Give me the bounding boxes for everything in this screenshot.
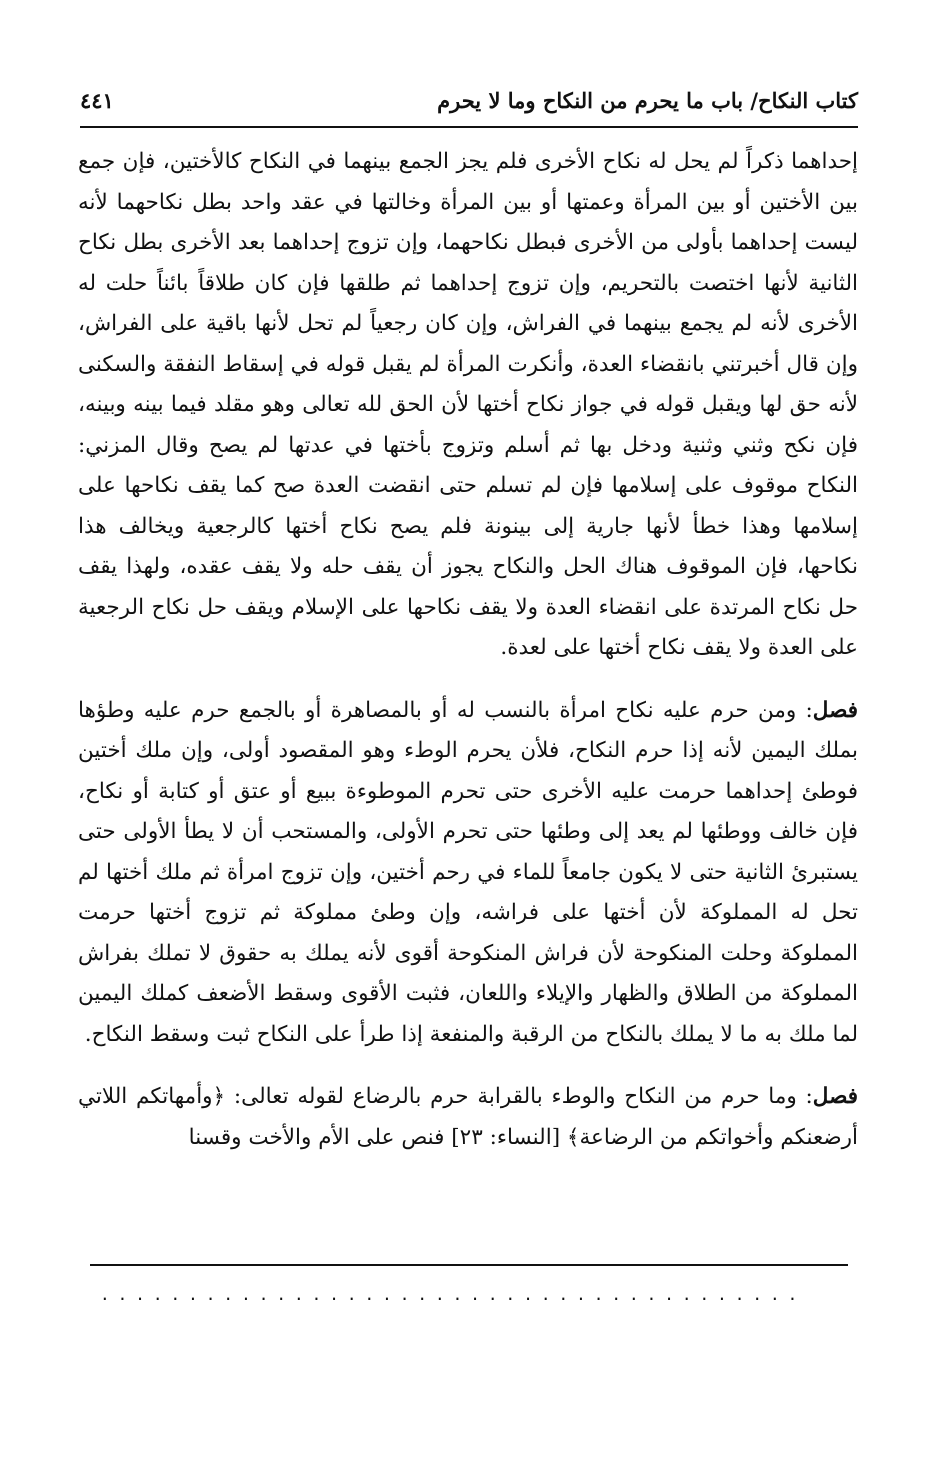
footnote-dotted-line: ........................................ bbox=[100, 1285, 806, 1304]
page-number: ٤٤١ bbox=[80, 88, 114, 113]
header-rule bbox=[80, 126, 858, 128]
paragraph-1 bbox=[78, 142, 858, 669]
page-header bbox=[80, 86, 858, 120]
footnote-rule bbox=[90, 1264, 848, 1266]
paragraph-3 bbox=[78, 1077, 858, 1158]
running-title: كتاب النكاح/ باب ما يحرم من النكاح وما لا يحرم bbox=[437, 88, 858, 113]
section-label: فصل bbox=[812, 1084, 858, 1109]
main-text bbox=[78, 142, 858, 1158]
section-label: فصل bbox=[812, 697, 858, 723]
paragraph-2 bbox=[78, 691, 858, 1056]
paragraph-2-text: : ومن حرم عليه نكاح امرأة بالنسب له أو بالمصاهرة أو بالجمع حرم عليه وطؤها بملك اليمين لأنه إذا حرم النكاح، فلأن يحرم الوطء وهو المقصود أولى، وإن ملك أختين فوطئ إحداهما حرمت عليه الأخرى حتى تحرم الموطوءة ببيع أو عتق أو كتابة أو نكاح، فإن خالف ووطئها لم يعد إلى وطئها حتى تحرم الأولى، والمستحب أن لا يطأ الأولى حتى يستبرئ الثانية حتى لا يكون جامعاً للماء في رحم أختين، وإن تزوج امرأة ثم ملك أختها لم تحل له المملوكة لأن أختها على فراشه، وإن وطئ مملوكة ثم تزوج أختها حرمت المملوكة وحلت المنكوحة لأن فراش المنكوحة أقوى لأنه يملك به حقوق لا تملك بفراش المملوكة من الطلاق والظهار والإيلاء واللعان، فثبت الأقوى وسقط الأضعف كملك اليمين لما ملك به ما لا يملك بالنكاح من الرقبة والمنفعة إذا طرأ على النكاح ثبت وسقط النكاح. bbox=[78, 697, 858, 1047]
paragraph-3-text: : وما حرم من النكاح والوطء بالقرابة حرم بالرضاع لقوله تعالى: ﴿وأمهاتكم اللاتي أرضعنكم وأخواتكم من الرضاعة﴾ [النساء: ٢٣] فنص على الأم والأخت وقسنا bbox=[78, 1084, 858, 1150]
paragraph-1-text: إحداهما ذكراً لم يحل له نكاح الأخرى فلم يجز الجمع بينهما في النكاح كالأختين، فإن جمع بين الأختين أو بين المرأة وعمتها أو بين المرأة وخالتها في عقد واحد بطل نكاحهما لأنه ليست إحداهما بأولى من الأخرى فبطل نكاحهما، وإن تزوج إحداهما بعد الأخرى بطل نكاح الثانية لأنها اختصت بالتحريم، وإن تزوج إحداهما ثم طلقها فإن كان طلاقاً بائناً حلت له الأخرى لأنه لم يجمع بينهما في الفراش، وإن كان رجعياً لم تحل لأنها باقية على الفراش، وإن قال أخبرتني بانقضاء العدة، وأنكرت المرأة لم يقبل قوله في إسقاط النفقة والسكنى لأنه حق لها ويقبل قوله في جواز نكاح أختها لأن الحق لله تعالى وهو مقلد فيما بينه وبينه، فإن نكح وثني وثنية ودخل بها ثم أسلم وتزوج بأختها في عدتها لم يصح وقال المزني: النكاح موقوف على إسلامها فإن لم تسلم حتى انقضت العدة صح كما يقف نكاحها على إسلامها وهذا خطأ لأنها جارية إلى بينونة فلم يصح نكاح أختها كالرجعية ويخالف هذا نكاحها، فإن الموقوف هناك الحل والنكاح يجوز أن يقف حله ولا يقف عقده، ولهذا يقف حل نكاح المرتدة على انقضاء العدة ولا يقف نكاحها على الإسلام ويقف حل نكاح الرجعية على العدة ولا يقف نكاح أختها على لعدة. bbox=[78, 149, 858, 660]
